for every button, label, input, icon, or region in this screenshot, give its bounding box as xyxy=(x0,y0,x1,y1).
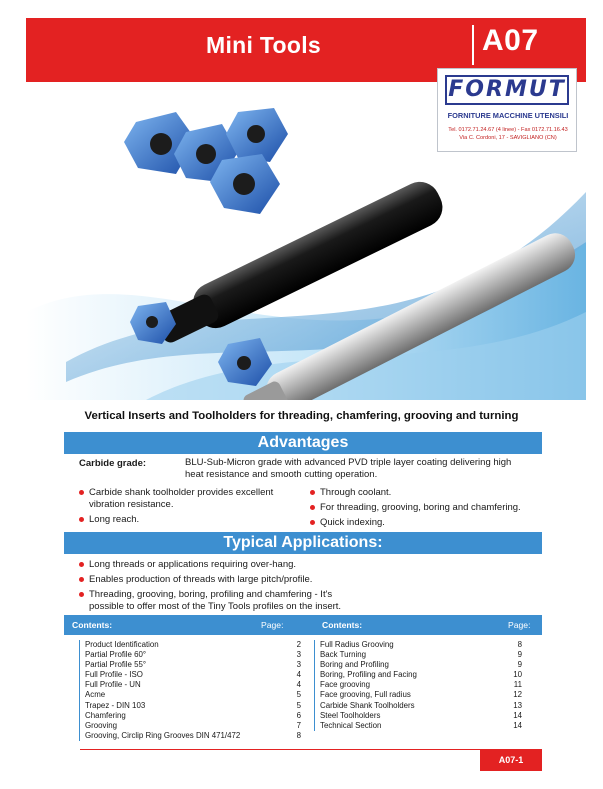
toc-entry: Boring, Profiling and Facing xyxy=(320,670,417,680)
bullet-icon xyxy=(310,490,315,495)
toc-entry: Carbide Shank Toolholders xyxy=(320,700,415,710)
toc-row[interactable] xyxy=(320,711,522,721)
page-subtitle: Vertical Inserts and Toolholders for threading, chamfering, grooving and turning xyxy=(84,410,519,422)
logo-brand: FORMUT xyxy=(448,77,566,102)
list-item-text: Through coolant. xyxy=(320,487,392,498)
bullet-icon xyxy=(79,517,84,522)
toc-page: 2 xyxy=(296,640,301,649)
toc-row[interactable] xyxy=(85,721,301,731)
applications-heading: Typical Applications: xyxy=(64,532,542,554)
toc-row[interactable] xyxy=(320,640,522,650)
toc-row[interactable] xyxy=(85,670,301,680)
toc-entry: Chamfering xyxy=(85,710,126,720)
toc-page: 14 xyxy=(513,720,522,730)
toc-row[interactable] xyxy=(320,701,522,711)
toc-page: 10 xyxy=(513,670,522,680)
page-title: Mini Tools xyxy=(206,32,322,58)
carbide-grade-text: BLU-Sub-Micron grade with advanced PVD triple layer coating delivering high heat resistance and smooth cutting operation. xyxy=(185,457,512,480)
toc-page: 11 xyxy=(513,680,522,690)
list-item xyxy=(79,559,359,571)
contents-label-right: Contents: xyxy=(322,620,363,630)
toc-page: 13 xyxy=(513,700,522,710)
toc-page: 4 xyxy=(296,680,301,690)
logo-tagline: FORNITURE MACCHINE UTENSILI xyxy=(447,111,569,120)
page-number-badge: A07-1 xyxy=(480,749,542,771)
contents-list-right xyxy=(314,640,522,731)
toc-page: 9 xyxy=(517,660,522,670)
applications-list xyxy=(79,559,359,616)
toc-row[interactable] xyxy=(85,650,301,660)
bullet-icon xyxy=(79,577,84,582)
list-item xyxy=(79,487,299,511)
toc-page: 5 xyxy=(296,700,301,710)
toc-page: 9 xyxy=(517,650,522,660)
list-item-text: For threading, grooving, boring and chamfering. xyxy=(320,502,521,513)
toc-row[interactable] xyxy=(85,680,301,690)
list-item xyxy=(79,574,359,586)
toc-page: 3 xyxy=(296,650,301,660)
list-item xyxy=(310,487,540,499)
toc-row[interactable] xyxy=(320,721,522,731)
bullet-icon xyxy=(310,520,315,525)
toc-page: 5 xyxy=(296,690,301,700)
toc-row[interactable] xyxy=(85,660,301,670)
toc-row[interactable] xyxy=(85,640,301,650)
logo-contact-phone: Tel. 0172.71.24.67 (4 linee) - Fax 0172.71.16.43 xyxy=(448,127,568,133)
list-item xyxy=(310,502,540,514)
toc-page: 8 xyxy=(517,640,522,649)
toc-entry: Back Turning xyxy=(320,650,367,660)
bullet-icon xyxy=(79,562,84,567)
toc-row[interactable] xyxy=(320,660,522,670)
toc-page: 12 xyxy=(513,690,522,700)
list-item-text: Long threads or applications requiring over-hang. xyxy=(89,559,297,570)
toc-entry: Boring and Profiling xyxy=(320,660,389,670)
page-label-left: Page: xyxy=(261,620,284,630)
footer-divider xyxy=(80,749,542,750)
toc-row[interactable] xyxy=(85,711,301,721)
bullet-icon xyxy=(79,592,84,597)
page-label-right: Page: xyxy=(508,620,531,630)
toc-row[interactable] xyxy=(85,701,301,711)
list-item-text: Carbide shank toolholder provides excellent vibration resistance. xyxy=(89,487,274,510)
toc-entry: Full Radius Grooving xyxy=(320,640,394,649)
contents-label-left: Contents: xyxy=(72,620,113,630)
list-item xyxy=(310,517,540,529)
toc-entry: Acme xyxy=(85,690,106,700)
toc-entry: Full Profile - UN xyxy=(85,680,141,690)
toc-entry: Technical Section xyxy=(320,720,382,730)
toc-row[interactable] xyxy=(320,690,522,700)
toc-entry: Face grooving xyxy=(320,680,371,690)
list-item-text: Long reach. xyxy=(89,514,140,525)
toc-page: 6 xyxy=(296,710,301,720)
carbide-grade-label: Carbide grade: xyxy=(79,458,147,469)
toc-entry: Partial Profile 55° xyxy=(85,660,147,670)
bullet-icon xyxy=(79,490,84,495)
list-item-text: Threading, grooving, boring, profiling and chamfering - It's possible to offer most of the Tiny Tools profiles on the insert. xyxy=(89,589,342,612)
formut-logo xyxy=(437,68,577,152)
toc-entry: Product Identification xyxy=(85,640,159,649)
toc-page: 7 xyxy=(296,720,301,730)
section-code: A07 xyxy=(482,24,539,57)
toc-entry: Full Profile - ISO xyxy=(85,670,143,680)
list-item xyxy=(79,589,359,613)
toc-entry: Trapez - DIN 103 xyxy=(85,700,146,710)
contents-list-left xyxy=(79,640,301,741)
toc-row[interactable] xyxy=(320,650,522,660)
logo-wordmark xyxy=(445,75,569,105)
toc-row[interactable] xyxy=(85,690,301,700)
toc-page: 14 xyxy=(513,710,522,720)
toc-row[interactable] xyxy=(320,680,522,690)
toc-page: 3 xyxy=(296,660,301,670)
list-item-text: Enables production of threads with large pitch/profile. xyxy=(89,574,313,585)
advantages-list-right xyxy=(310,487,540,532)
advantages-list-left xyxy=(79,487,299,529)
advantages-heading: Advantages xyxy=(64,432,542,454)
toc-entry: Grooving xyxy=(85,720,118,730)
toc-row[interactable] xyxy=(85,731,301,741)
logo-contact xyxy=(444,126,572,142)
toc-page: 8 xyxy=(296,730,301,740)
list-item-text: Quick indexing. xyxy=(320,517,385,528)
header-divider xyxy=(472,25,474,65)
toc-page: 4 xyxy=(296,670,301,680)
toc-entry: Grooving, Circlip Ring Grooves DIN 471/472 xyxy=(85,730,241,740)
contents-header xyxy=(64,615,542,635)
toc-entry: Steel Toolholders xyxy=(320,710,381,720)
list-item xyxy=(79,514,299,526)
logo-contact-address: Via C. Cordoni, 17 - SAVIGLIANO (CN) xyxy=(459,135,557,141)
toc-entry: Partial Profile 60° xyxy=(85,650,147,660)
toc-row[interactable] xyxy=(320,670,522,680)
bullet-icon xyxy=(310,505,315,510)
toc-entry: Face grooving, Full radius xyxy=(320,690,411,700)
